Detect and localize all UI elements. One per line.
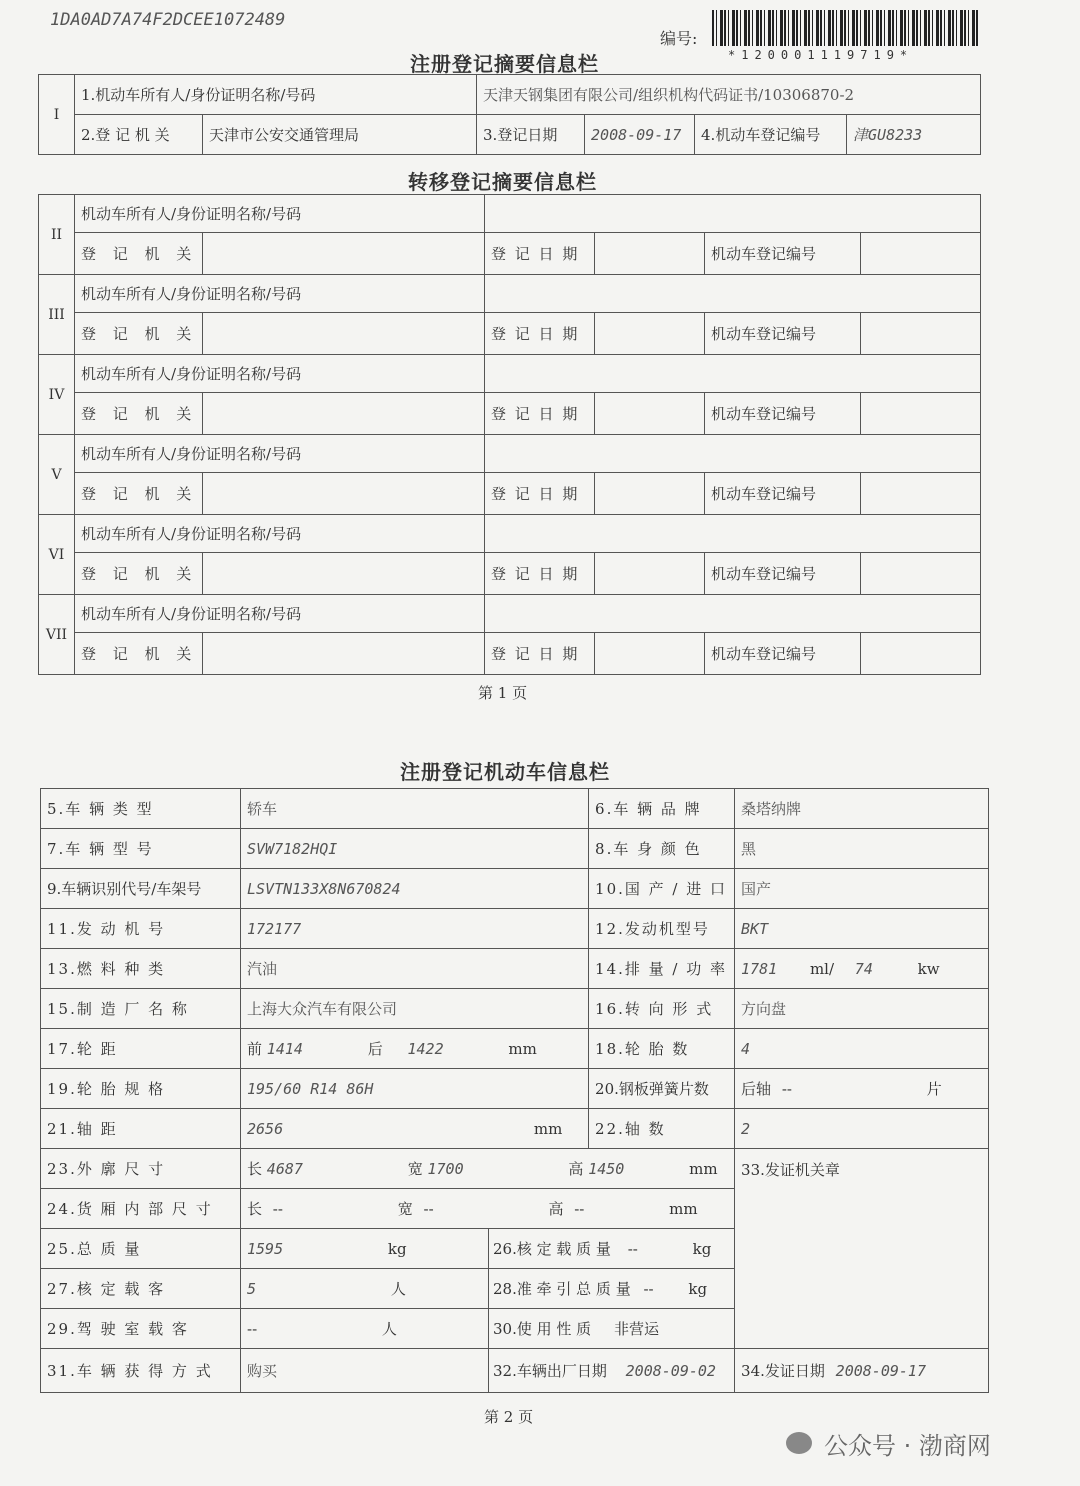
serial-label: 编号:	[660, 29, 698, 48]
transfer-roman: II	[39, 195, 75, 275]
f17-rear-label: 后	[367, 1040, 383, 1058]
serial-number: *120001119719*	[728, 48, 914, 62]
f19-value: 195/60 R14 86H	[241, 1069, 589, 1109]
transfer-date-label: 登 记 日 期	[485, 313, 595, 355]
transfer-regno-value	[861, 553, 981, 595]
f31-label: 31.车 辆 获 得 方 式	[41, 1349, 241, 1393]
f20-prefix: 后轴	[741, 1080, 772, 1098]
f32-label: 32.车辆出厂日期	[493, 1362, 607, 1380]
transfer-authority-value	[203, 393, 485, 435]
transfer-authority-label: 登 记 机 关	[75, 313, 203, 355]
transfer-date-value	[595, 553, 705, 595]
transfer-row-owner	[39, 435, 981, 473]
f9-value: LSVTN133X8N670824	[241, 869, 589, 909]
f28-cell	[489, 1269, 735, 1309]
f24-height: --	[574, 1200, 585, 1218]
f17-front: 1414	[266, 1040, 303, 1058]
transfer-row-owner	[39, 595, 981, 633]
f30-label: 30.使 用 性 质	[493, 1320, 592, 1338]
f16-value: 方向盘	[735, 989, 989, 1029]
f22-label: 22.轴 数	[589, 1109, 735, 1149]
transfer-regno-value	[861, 393, 981, 435]
f5-value: 轿车	[241, 789, 589, 829]
f13-label: 13.燃 料 种 类	[41, 949, 241, 989]
roman-i: I	[39, 75, 75, 155]
f23-width-label: 宽	[407, 1160, 423, 1178]
transfer-authority-label: 登 记 机 关	[75, 393, 203, 435]
f25-value	[241, 1229, 489, 1269]
f6-label: 6.车 辆 品 牌	[589, 789, 735, 829]
transfer-date-label: 登 记 日 期	[485, 473, 595, 515]
f24-value	[241, 1189, 735, 1229]
transfer-date-value	[595, 473, 705, 515]
transfer-regno-label: 机动车登记编号	[705, 473, 861, 515]
f24-label: 24.货 厢 内 部 尺 寸	[41, 1189, 241, 1229]
f8-value: 黑	[735, 829, 989, 869]
f24-length: --	[272, 1200, 283, 1218]
f27-number: 5	[247, 1280, 257, 1298]
transfer-authority-value	[203, 473, 485, 515]
transfer-regno-value	[861, 313, 981, 355]
document-code: 1DA0AD7A74F2DCEE1072489	[50, 10, 286, 30]
authority-value: 天津市公安交通管理局	[203, 115, 477, 155]
f14-kw-unit: kw	[917, 959, 940, 978]
f31-value: 购买	[241, 1349, 489, 1393]
transfer-date-value	[595, 313, 705, 355]
f23-height-label: 高	[568, 1160, 584, 1178]
f27-label: 27.核 定 载 客	[41, 1269, 241, 1309]
transfer-row-authority	[39, 633, 981, 675]
transfer-date-label: 登 记 日 期	[485, 233, 595, 275]
transfer-date-value	[595, 233, 705, 275]
transfer-owner-value	[485, 195, 981, 233]
transfer-owner-label: 机动车所有人/身份证明名称/号码	[75, 595, 485, 633]
transfer-date-value	[595, 393, 705, 435]
f19-label: 19.轮 胎 规 格	[41, 1069, 241, 1109]
f25-label: 25.总 质 量	[41, 1229, 241, 1269]
f32-value: 2008-09-02	[625, 1362, 716, 1380]
f26-label: 26.核 定 载 质 量	[493, 1240, 611, 1258]
transfer-owner-label: 机动车所有人/身份证明名称/号码	[75, 275, 485, 313]
f14-value	[735, 949, 989, 989]
transfer-row-owner	[39, 355, 981, 393]
f24-height-label: 高	[548, 1200, 564, 1218]
transfer-regno-label: 机动车登记编号	[705, 233, 861, 275]
f24-unit: mm	[669, 1200, 698, 1218]
wechat-icon	[786, 1432, 812, 1454]
transfer-authority-value	[203, 233, 485, 275]
transfer-date-label: 登 记 日 期	[485, 393, 595, 435]
f28-label: 28.准 牵 引 总 质 量	[493, 1280, 631, 1298]
f30-value: 非营运	[613, 1320, 659, 1338]
transfer-authority-label: 登 记 机 关	[75, 233, 203, 275]
regno-label: 4.机动车登记编号	[695, 115, 847, 155]
f22-value: 2	[735, 1109, 989, 1149]
f17-label: 17.轮 距	[41, 1029, 241, 1069]
reg-summary-table	[38, 74, 981, 155]
transfer-regno-label: 机动车登记编号	[705, 553, 861, 595]
f15-value: 上海大众汽车有限公司	[241, 989, 589, 1029]
f28-value: --	[643, 1280, 654, 1298]
f28-unit: kg	[688, 1280, 708, 1298]
f17-value	[241, 1029, 589, 1069]
authority-label: 2.登 记 机 关	[75, 115, 203, 155]
transfer-date-label: 登 记 日 期	[485, 633, 595, 675]
transfer-roman: V	[39, 435, 75, 515]
transfer-regno-value	[861, 473, 981, 515]
owner-label: 1.机动车所有人/身份证明名称/号码	[75, 75, 477, 115]
f7-label: 7.车 辆 型 号	[41, 829, 241, 869]
transfer-row-authority	[39, 553, 981, 595]
regno-value: 津GU8233	[847, 115, 981, 155]
f10-value: 国产	[735, 869, 989, 909]
transfer-roman: VII	[39, 595, 75, 675]
f25-number: 1595	[247, 1239, 284, 1258]
f32-cell	[489, 1349, 735, 1393]
f23-unit: mm	[689, 1160, 718, 1178]
transfer-owner-value	[485, 515, 981, 553]
transfer-owner-value	[485, 435, 981, 473]
f21-number: 2656	[247, 1119, 284, 1138]
f6-value: 桑塔纳牌	[735, 789, 989, 829]
f26-unit: kg	[692, 1240, 712, 1258]
f23-length-label: 长	[247, 1160, 263, 1178]
transfer-roman: III	[39, 275, 75, 355]
barcode-icon	[712, 10, 980, 46]
f14-power: 74	[854, 959, 873, 978]
f27-value	[241, 1269, 489, 1309]
f26-cell	[489, 1229, 735, 1269]
transfer-authority-value	[203, 313, 485, 355]
f29-label: 29.驾 驶 室 载 客	[41, 1309, 241, 1349]
vehicle-info-title: 注册登记机动车信息栏	[400, 760, 610, 784]
transfer-regno-label: 机动车登记编号	[705, 633, 861, 675]
f34-value: 2008-09-17	[835, 1362, 926, 1380]
f12-value: BKT	[735, 909, 989, 949]
f21-unit: mm	[533, 1119, 563, 1138]
f11-label: 11.发 动 机 号	[41, 909, 241, 949]
f20-value	[735, 1069, 989, 1109]
f20-count: --	[781, 1080, 792, 1098]
transfer-row-owner	[39, 195, 981, 233]
transfer-date-label: 登 记 日 期	[485, 553, 595, 595]
date-value: 2008-09-17	[585, 115, 695, 155]
f14-ml-unit: ml/	[809, 959, 835, 978]
transfer-roman: VI	[39, 515, 75, 595]
transfer-owner-value	[485, 355, 981, 393]
f23-value	[241, 1149, 735, 1189]
f30-cell	[489, 1309, 735, 1349]
transfer-owner-label: 机动车所有人/身份证明名称/号码	[75, 355, 485, 393]
f26-value: --	[627, 1240, 638, 1258]
transfer-row-owner	[39, 275, 981, 313]
f24-width-label: 宽	[397, 1200, 413, 1218]
vehicle-info-table	[40, 788, 989, 1393]
f7-value: SVW7182HQI	[241, 829, 589, 869]
reg-summary-title: 注册登记摘要信息栏	[410, 52, 599, 76]
f5-label: 5.车 辆 类 型	[41, 789, 241, 829]
f24-width: --	[423, 1200, 434, 1218]
f21-value	[241, 1109, 589, 1149]
f23-length: 4687	[266, 1160, 303, 1178]
f17-front-label: 前	[247, 1040, 263, 1058]
transfer-regno-label: 机动车登记编号	[705, 313, 861, 355]
f34-label: 34.发证日期	[741, 1362, 825, 1380]
transfer-owner-label: 机动车所有人/身份证明名称/号码	[75, 435, 485, 473]
transfer-regno-value	[861, 633, 981, 675]
transfer-summary-title: 转移登记摘要信息栏	[408, 170, 597, 194]
f34-cell	[735, 1349, 989, 1393]
transfer-owner-label: 机动车所有人/身份证明名称/号码	[75, 195, 485, 233]
transfer-regno-label: 机动车登记编号	[705, 393, 861, 435]
f14-displacement: 1781	[741, 959, 778, 978]
owner-value: 天津天钢集团有限公司/组织机构代码证书/10306870-2	[477, 75, 981, 115]
f9-label: 9.车辆识别代号/车架号	[41, 869, 241, 909]
transfer-authority-value	[203, 553, 485, 595]
date-label: 3.登记日期	[477, 115, 585, 155]
f29-number: --	[247, 1320, 258, 1338]
transfer-owner-value	[485, 595, 981, 633]
f17-unit: mm	[508, 1040, 537, 1058]
transfer-regno-value	[861, 233, 981, 275]
f10-label: 10.国 产 / 进 口	[589, 869, 735, 909]
page-number-1: 第 1 页	[478, 684, 528, 702]
f18-label: 18.轮 胎 数	[589, 1029, 735, 1069]
transfer-row-authority	[39, 313, 981, 355]
f23-label: 23.外 廓 尺 寸	[41, 1149, 241, 1189]
f23-height: 1450	[588, 1160, 625, 1178]
f14-label: 14.排 量 / 功 率	[589, 949, 735, 989]
f33-label: 33.发证机关章	[741, 1161, 840, 1179]
transfer-row-owner	[39, 515, 981, 553]
f33-stamp-cell	[735, 1149, 989, 1349]
transfer-owner-value	[485, 275, 981, 313]
page-number-2: 第 2 页	[484, 1408, 534, 1426]
transfer-row-authority	[39, 473, 981, 515]
f29-unit: 人	[381, 1320, 397, 1338]
f24-length-label: 长	[247, 1200, 263, 1218]
f15-label: 15.制 造 厂 名 称	[41, 989, 241, 1029]
transfer-authority-value	[203, 633, 485, 675]
f8-label: 8.车 身 颜 色	[589, 829, 735, 869]
transfer-owner-label: 机动车所有人/身份证明名称/号码	[75, 515, 485, 553]
f11-value: 172177	[241, 909, 589, 949]
watermark-text: 公众号 · 渤商网	[824, 1432, 991, 1460]
f27-unit: 人	[390, 1280, 406, 1298]
f23-width: 1700	[427, 1160, 464, 1178]
transfer-roman: IV	[39, 355, 75, 435]
transfer-date-value	[595, 633, 705, 675]
transfer-row-authority	[39, 393, 981, 435]
f16-label: 16.转 向 形 式	[589, 989, 735, 1029]
f17-rear: 1422	[407, 1040, 444, 1058]
f13-value: 汽油	[241, 949, 589, 989]
f20-label: 20.钢板弹簧片数	[589, 1069, 735, 1109]
f12-label: 12.发动机型号	[589, 909, 735, 949]
transfer-authority-label: 登 记 机 关	[75, 553, 203, 595]
f21-label: 21.轴 距	[41, 1109, 241, 1149]
f29-value	[241, 1309, 489, 1349]
transfer-authority-label: 登 记 机 关	[75, 633, 203, 675]
transfer-row-authority	[39, 233, 981, 275]
f20-unit: 片	[926, 1080, 942, 1098]
f18-value: 4	[735, 1029, 989, 1069]
transfer-authority-label: 登 记 机 关	[75, 473, 203, 515]
f25-unit: kg	[387, 1239, 407, 1258]
transfer-summary-table	[38, 194, 981, 675]
